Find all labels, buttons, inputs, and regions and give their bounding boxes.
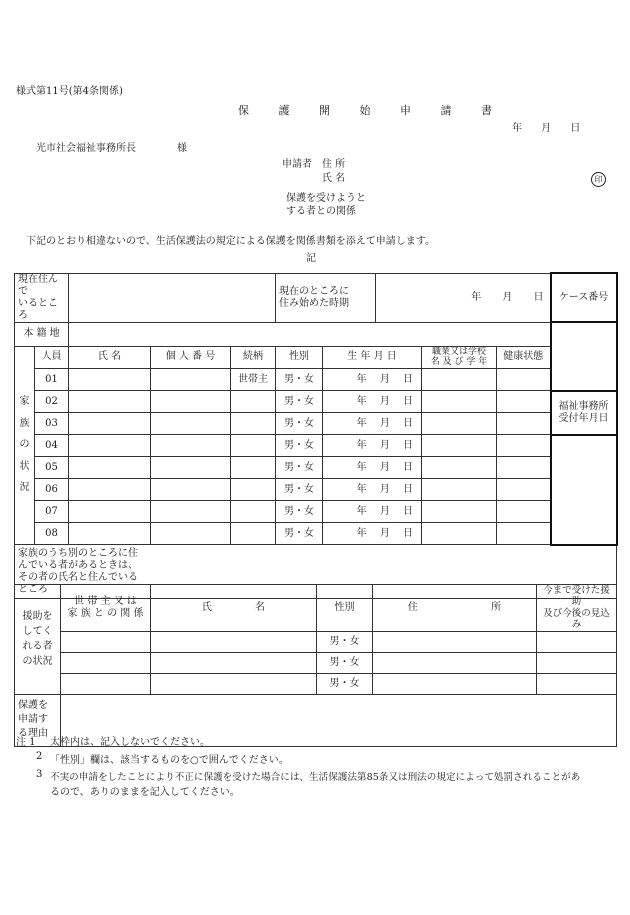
honorific: 様 (177, 143, 187, 154)
col-health: 健康状態 (497, 346, 551, 369)
relation-cell[interactable] (231, 391, 276, 413)
health-cell[interactable] (497, 479, 551, 501)
number-cell[interactable] (151, 501, 231, 523)
row-number: 06 (35, 479, 69, 501)
occupation-cell[interactable] (422, 523, 497, 545)
note-3a: 不実の申請をしたことにより不正に保護を受けた場合には、生活保護法第85条又は刑法の規定によって処罰されることがあ (50, 772, 581, 783)
occupation-cell[interactable] (422, 369, 497, 391)
honseki-field[interactable] (69, 322, 551, 346)
col-support-name: 氏 名 (151, 585, 317, 632)
name-cell[interactable] (69, 523, 151, 545)
address-cell[interactable] (373, 652, 537, 673)
separate-residence-label: 家族のうち別のところに住 んでいる者があるときは、 その者の氏名と住んでいる ところ (18, 547, 138, 595)
number-cell[interactable] (151, 523, 231, 545)
name-cell[interactable] (69, 435, 151, 457)
table-row (15, 523, 617, 545)
relation-cell[interactable] (231, 413, 276, 435)
number-cell[interactable] (151, 435, 231, 457)
occupation-cell[interactable] (422, 501, 497, 523)
occupation-cell[interactable] (422, 413, 497, 435)
table-row (15, 391, 617, 413)
reason-label: 保護を 申請す る理由 (15, 694, 61, 746)
sex-cell[interactable]: 男・女 (276, 523, 323, 545)
occupation-cell[interactable] (422, 391, 497, 413)
dob-cell[interactable]: 年 月 日 (323, 457, 422, 479)
row-number: 05 (35, 457, 69, 479)
ki-label: 記 (306, 253, 316, 264)
row-number: 04 (35, 435, 69, 457)
col-dob: 生 年 月 日 (323, 346, 422, 369)
col-occupation: 職業又は学校 名 及 び 学 年 (422, 346, 497, 369)
seal-mark: 印 (591, 172, 606, 187)
table-row (15, 673, 617, 694)
number-cell[interactable] (151, 457, 231, 479)
support-cell[interactable] (537, 652, 617, 673)
row-number: 07 (35, 501, 69, 523)
name-cell[interactable] (69, 413, 151, 435)
health-cell[interactable] (497, 523, 551, 545)
occupation-cell[interactable] (422, 479, 497, 501)
col-name: 氏 名 (69, 346, 151, 369)
sex-cell[interactable]: 男・女 (276, 479, 323, 501)
form-number: 様式第11号(第4条関係) (16, 86, 123, 97)
number-cell[interactable] (151, 391, 231, 413)
date-line[interactable]: 年 月 日 (512, 123, 581, 134)
relation-cell[interactable] (61, 652, 151, 673)
note-1: 太枠内は、記入しないでください。 (50, 737, 210, 748)
col-person: 人員 (35, 346, 69, 369)
case-number-label: ケース番号 (551, 273, 617, 322)
name-cell[interactable] (151, 631, 317, 652)
relation-cell[interactable]: 世帯主 (231, 369, 276, 391)
intro-text: 下記のとおり相違ないので、生活保護法の規定による保護を関係書類を添えて申請します。 (26, 236, 435, 247)
sex-cell[interactable]: 男・女 (317, 673, 373, 694)
relation-cell[interactable] (231, 435, 276, 457)
health-cell[interactable] (497, 369, 551, 391)
dob-cell[interactable]: 年 月 日 (323, 413, 422, 435)
sex-cell[interactable]: 男・女 (317, 652, 373, 673)
table-row (15, 413, 617, 435)
since-label: 現在のところに 住み始めた時期 (276, 273, 376, 322)
name-cell[interactable] (151, 673, 317, 694)
dob-cell[interactable]: 年 月 日 (323, 501, 422, 523)
health-cell[interactable] (497, 391, 551, 413)
note-2: 「性別」欄は、該当するものを○で囲んでください。 (50, 755, 289, 766)
support-cell[interactable] (537, 673, 617, 694)
relation-label-2: する者との関係 (286, 206, 356, 217)
case-number-field (551, 322, 617, 391)
col-sex: 性別 (276, 346, 323, 369)
relation-label-1: 保護を受けようと (286, 193, 366, 204)
dob-cell[interactable]: 年 月 日 (323, 479, 422, 501)
sex-cell[interactable]: 男・女 (276, 391, 323, 413)
support-cell[interactable] (537, 631, 617, 652)
note-2-label: 2 (36, 751, 43, 762)
table-row (15, 369, 617, 391)
row-number: 01 (35, 369, 69, 391)
sex-cell[interactable]: 男・女 (276, 501, 323, 523)
family-side-label: 家 族 の 状 況 (15, 346, 35, 545)
applicant-label: 申請者 (282, 159, 312, 170)
relation-cell[interactable] (231, 457, 276, 479)
address-cell[interactable] (373, 673, 537, 694)
name-cell[interactable] (69, 479, 151, 501)
document-title: 保 護 開 始 申 請 書 (238, 104, 505, 117)
occupation-cell[interactable] (422, 457, 497, 479)
relation-cell[interactable] (231, 523, 276, 545)
name-cell[interactable] (69, 457, 151, 479)
table-row (15, 631, 617, 652)
name-cell[interactable] (69, 501, 151, 523)
col-support-history: 今まで受けた援助 及び今後の見込み (537, 585, 617, 632)
sex-cell[interactable]: 男・女 (276, 435, 323, 457)
relation-cell[interactable] (231, 501, 276, 523)
number-cell[interactable] (151, 479, 231, 501)
sex-cell[interactable]: 男・女 (276, 369, 323, 391)
name-cell[interactable] (69, 369, 151, 391)
dob-cell[interactable]: 年 月 日 (323, 391, 422, 413)
col-relation: 続柄 (231, 346, 276, 369)
dob-cell[interactable]: 年 月 日 (323, 523, 422, 545)
name-cell[interactable] (69, 391, 151, 413)
name-cell[interactable] (151, 652, 317, 673)
address-cell[interactable] (373, 631, 537, 652)
health-cell[interactable] (497, 457, 551, 479)
support-table (14, 584, 617, 747)
office-date-label: 福祉事務所 受付年月日 (551, 391, 617, 435)
address-label: 住 所 (322, 159, 346, 170)
note-1-label: 注 1 (16, 737, 36, 748)
col-support-address: 住 所 (373, 585, 537, 632)
relation-cell[interactable] (61, 631, 151, 652)
occupation-cell[interactable] (422, 435, 497, 457)
sex-cell[interactable]: 男・女 (276, 457, 323, 479)
addressee: 光市社会福祉事務所長 (36, 143, 136, 154)
sex-cell[interactable]: 男・女 (317, 631, 373, 652)
residence-field[interactable] (69, 273, 276, 322)
health-cell[interactable] (497, 501, 551, 523)
sex-cell[interactable]: 男・女 (276, 413, 323, 435)
table-row (15, 501, 617, 523)
since-date[interactable]: 年 月 日 (376, 273, 551, 322)
table-row (15, 479, 617, 501)
dob-cell[interactable]: 年 月 日 (323, 435, 422, 457)
honseki-label: 本 籍 地 (15, 322, 69, 346)
relation-cell[interactable] (61, 673, 151, 694)
row-number: 03 (35, 413, 69, 435)
name-label: 氏 名 (322, 173, 346, 184)
row-number: 08 (35, 523, 69, 545)
note-3b: るので、ありのままを記入してください。 (50, 787, 240, 798)
col-support-relation: 世 帯 主 又 は 家 族 と の 関 係 (61, 585, 151, 632)
office-date-field (551, 435, 617, 545)
table-row (15, 435, 617, 457)
col-support-sex: 性別 (317, 585, 373, 632)
col-individual-number: 個 人 番 号 (151, 346, 231, 369)
family-table (14, 272, 618, 599)
health-cell[interactable] (497, 413, 551, 435)
dob-cell[interactable]: 年 月 日 (323, 369, 422, 391)
row-number: 02 (35, 391, 69, 413)
table-row (15, 652, 617, 673)
relation-cell[interactable] (231, 479, 276, 501)
health-cell[interactable] (497, 435, 551, 457)
table-row (15, 457, 617, 479)
residence-label: 現在住んで いるところ (15, 273, 69, 322)
number-cell[interactable] (151, 369, 231, 391)
support-side-label: 援助を してく れる者 の状況 (15, 585, 61, 695)
note-3-label: 3 (36, 769, 43, 780)
number-cell[interactable] (151, 413, 231, 435)
